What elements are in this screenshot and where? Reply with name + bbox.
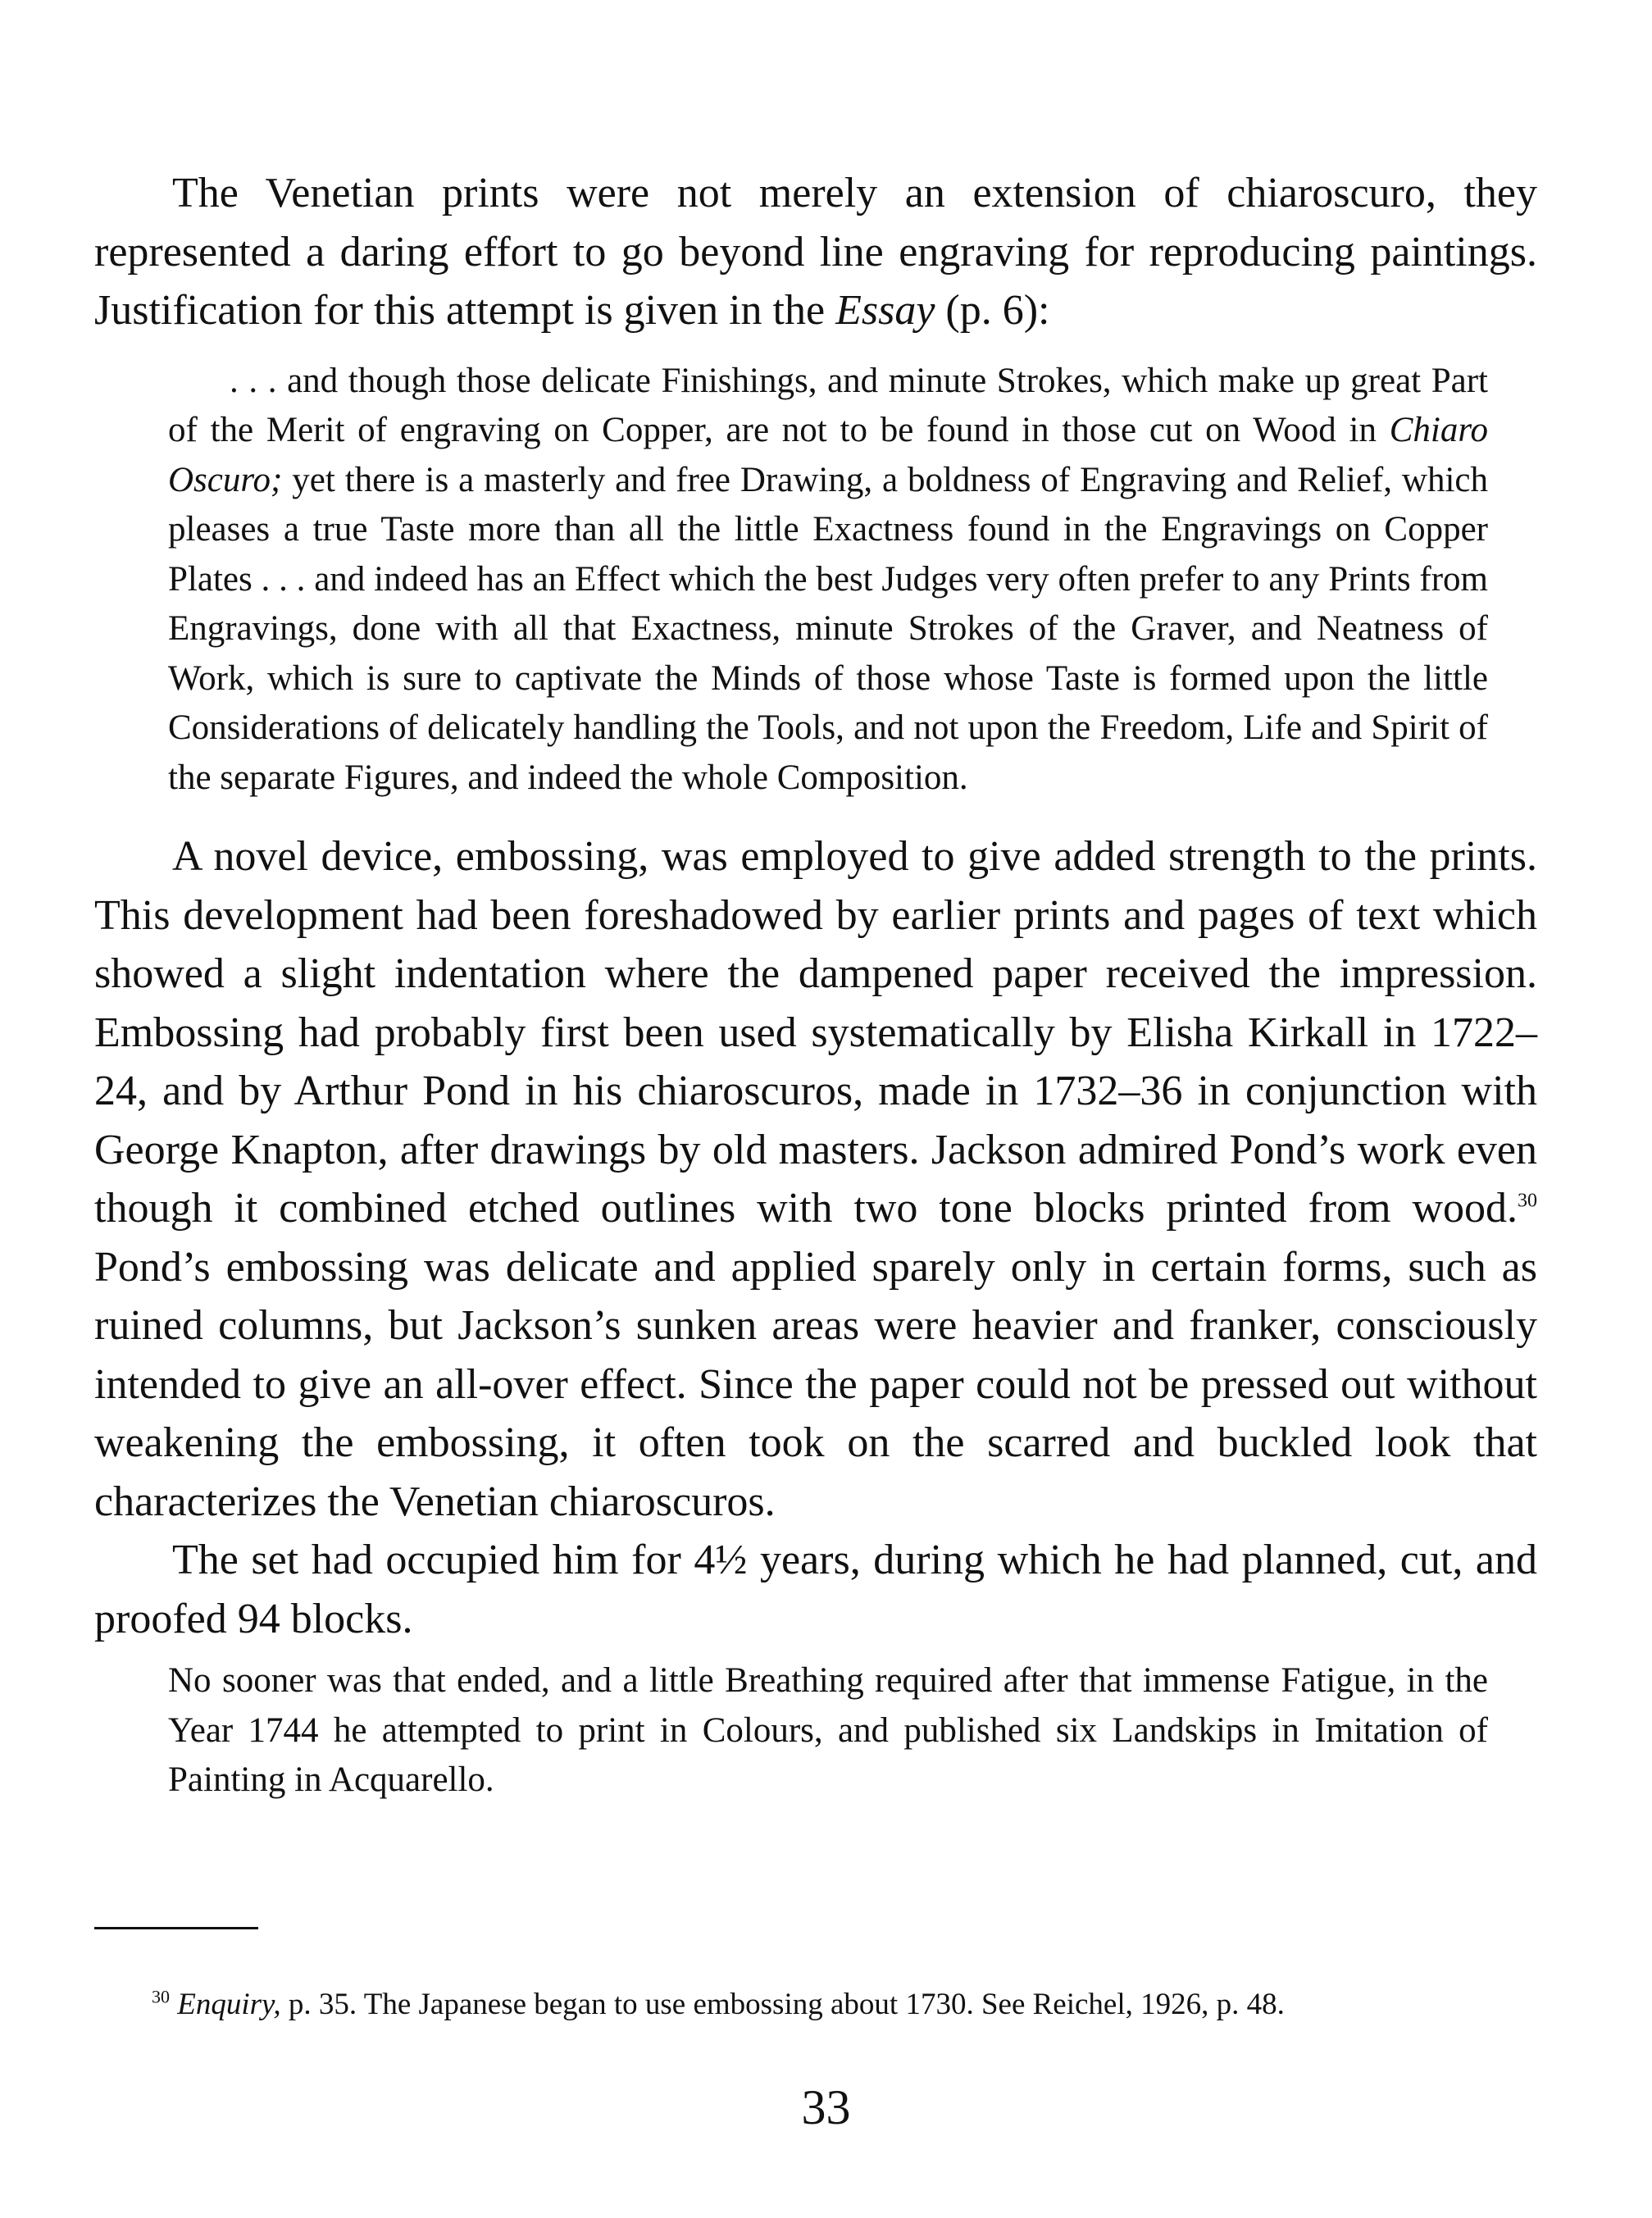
- footnote-reference: 30: [1518, 1190, 1537, 1212]
- paragraph-venetian-prints: [94, 164, 1537, 340]
- footnote-divider: [94, 1927, 258, 1929]
- footnote-title: Enquiry,: [177, 1988, 281, 2021]
- essay-title: Essay: [835, 287, 935, 334]
- paragraph-embossing: [94, 827, 1537, 1531]
- page-number: 33: [801, 2080, 851, 2134]
- quote-1-text-continued: yet there is a masterly and free Drawing, a boldness of Engraving and Relief, which pleases a true Taste more than all the little Exactness found in the Engravings on Copper Plates . . . and indeed has an Effect which the best Judges very often prefer to any Prints from Engravings, done with all that Exactness, minute Strokes of the Graver, and Neatness of Work, which is sure to captivate the Minds of those whose Taste is formed upon the little Considerations of delicately handling the Tools, and not upon the Freedom, Life and Spirit of the separate Figures, and indeed the whole Composition.: [168, 460, 1488, 797]
- chiaro-oscuro-title: Chiaro Oscuro;: [168, 411, 1488, 499]
- footnote-text: p. 35. The Japanese began to use embossing about 1730. See Reichel, 1926, p. 48.: [280, 1988, 1285, 2021]
- footnote-marker: 30: [152, 1986, 170, 2007]
- footnote: [152, 1984, 1545, 2025]
- paragraph-1-citation: (p. 6):: [935, 287, 1050, 334]
- page-content: [94, 164, 1537, 1806]
- paragraph-2-text: A novel device, embossing, was employed to give added strength to the prints. This development had been foreshadowed by earlier prints and pages of text which showed a slight indentation where the dampened paper received the impression. Embossing had probably first been used systematically by Elisha Kirkall in 1722–24, and by Arthur Pond in his chiaroscuros, made in 1732–36 in conjunction with George Knapton, after drawings by old masters. Jackson admired Pond’s work even though it combined etched outlines with two tone blocks printed from wood.: [94, 833, 1537, 1232]
- paragraph-1-text: The Venetian prints were not merely an extension of chiaroscuro, they represented a daring effort to go beyond line engraving for reproducing paintings. Justification for this attempt is given in the: [94, 170, 1537, 334]
- block-quote-essay: [94, 357, 1537, 804]
- block-quote-colours: No sooner was that ended, and a little Breathing required after that immense Fatigue, in the Year 1744 he attempted to print in Colours, and published six Landskips in Imitation of Painting in Acquarello.: [168, 1661, 1488, 1799]
- paragraph-2-text-continued: Pond’s embossing was delicate and applied sparely only in certain forms, such as ruined columns, but Jackson’s sunken areas were heavier and franker, consciously intended to give an all-over effect. Since the paper could not be pressed out without weakening the embossing, it often took on the scarred and buckled look that characterizes the Venetian chiaroscuros.: [94, 1243, 1537, 1525]
- quote-1-text: . . . and though those delicate Finishings, and minute Strokes, which make up great Part of the Merit of engraving on Copper, are not to be found in those cut on Wood in: [168, 361, 1488, 449]
- paragraph-set-occupied: The set had occupied him for 4½ years, during which he had planned, cut, and proofed 94 blocks.: [94, 1537, 1537, 1642]
